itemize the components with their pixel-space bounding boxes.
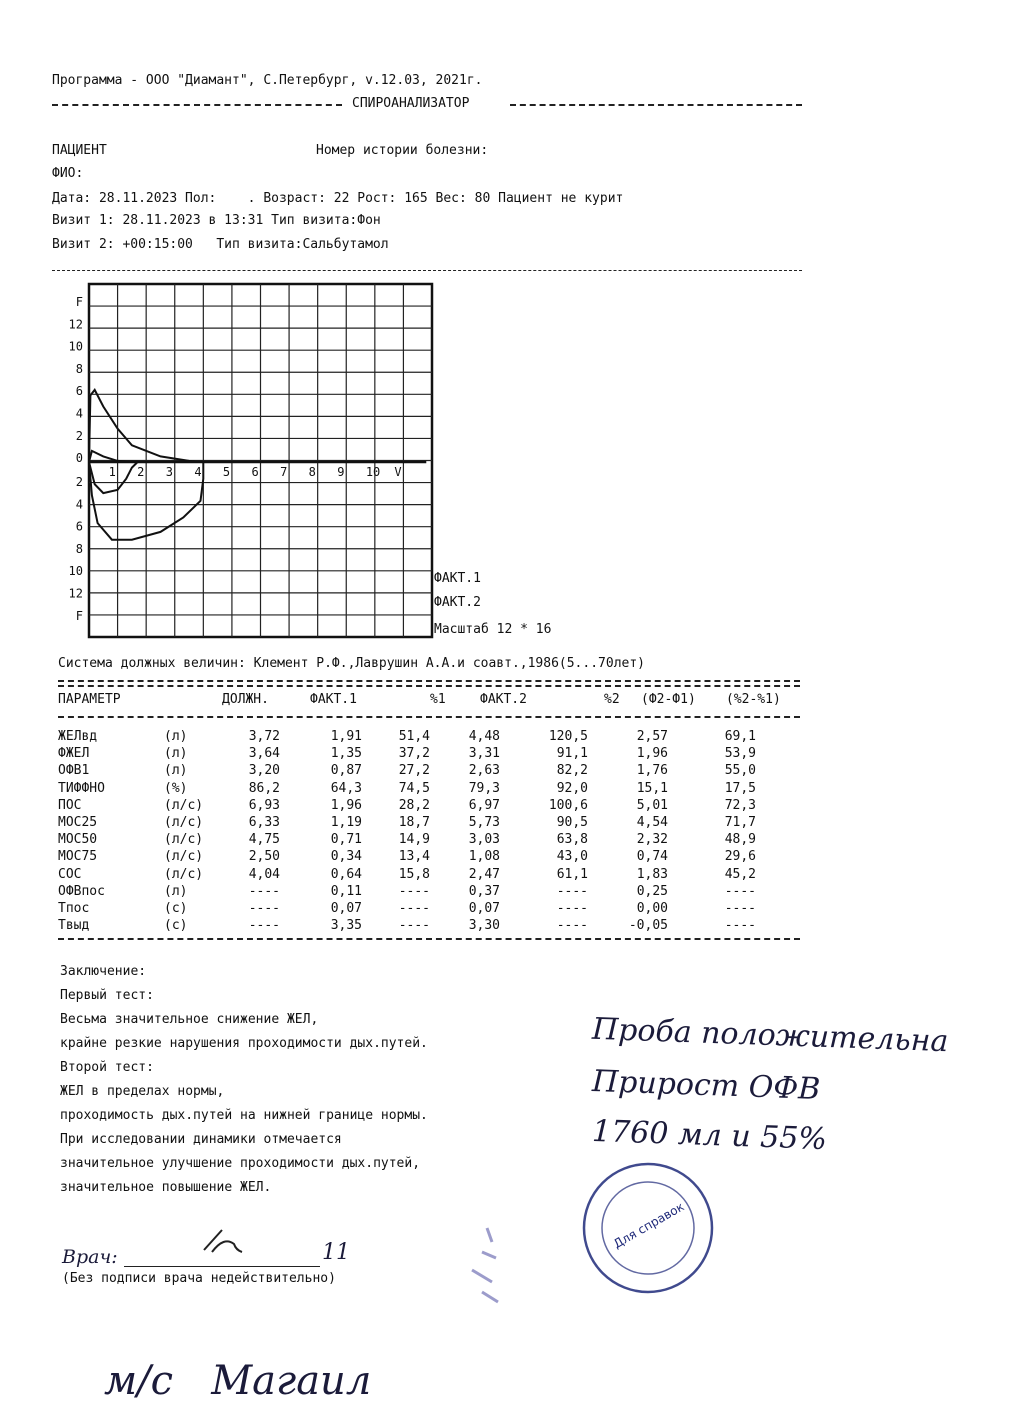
x-tick-label: 1 <box>108 465 116 479</box>
table-cell: 1,76 <box>636 763 668 779</box>
x-tick-label: 9 <box>337 465 345 479</box>
table-cell: 74,5 <box>398 780 430 796</box>
table-row <box>58 745 756 762</box>
patient-info-line: Дата: 28.11.2023 Пол: . Возраст: 22 Рост: 165 Вес: 80 Пациент не курит <box>52 191 624 206</box>
table-cell: ТИФФНО <box>58 780 105 796</box>
table-cell: 86,2 <box>248 780 280 796</box>
table-cell: 15,1 <box>636 780 668 796</box>
x-tick-label: 6 <box>251 465 259 479</box>
y-tick-label: 10 <box>68 564 83 579</box>
table-cell: 29,6 <box>724 849 756 865</box>
table-cell: 1,91 <box>330 729 362 745</box>
y-tick-label: 6 <box>75 384 83 399</box>
table-cell: (л/с) <box>164 849 204 865</box>
table-cell: 0,64 <box>330 866 362 882</box>
table-cell: 14,9 <box>398 832 430 848</box>
table-cell: 3,03 <box>468 832 500 848</box>
table-cell: МОС50 <box>58 832 98 848</box>
table-cell: 4,48 <box>468 729 500 745</box>
conclusion <box>60 960 428 1200</box>
table-cell: 0,87 <box>330 763 362 779</box>
conclusion-line: Первый тест: <box>60 988 154 1003</box>
table-row <box>58 917 756 934</box>
table-cell: 1,96 <box>636 746 668 762</box>
signature-note: (Без подписи врача недействительно) <box>62 1271 336 1286</box>
divider <box>58 680 800 682</box>
table-cell: 1,83 <box>636 866 668 882</box>
table-cell: 120,5 <box>548 729 588 745</box>
history-number: Номер истории болезни: <box>316 143 489 158</box>
flow-volume-chart <box>50 280 450 640</box>
table-cell: 0,00 <box>636 900 668 916</box>
table-cell: 1,96 <box>330 797 362 813</box>
table-cell: 2,32 <box>636 832 668 848</box>
table-cell: 91,1 <box>556 746 588 762</box>
table-cell: Tвыд <box>58 918 90 934</box>
table-cell: 6,97 <box>468 797 500 813</box>
x-tick-label: 8 <box>308 465 316 479</box>
table-cell: ПОС <box>58 797 82 813</box>
table-cell: ---- <box>556 918 588 934</box>
col-header-fact2: ФАКТ.2 <box>480 692 527 707</box>
table-cell: -0,05 <box>628 918 668 934</box>
y-tick-label: 12 <box>68 586 83 601</box>
doctor-signature <box>194 1222 264 1262</box>
table-cell: 6,33 <box>248 815 280 831</box>
table-cell: 71,7 <box>724 815 756 831</box>
handwritten-note-line: Проба положительна <box>591 1011 949 1060</box>
table-cell: ---- <box>248 883 280 899</box>
y-tick-label: 4 <box>75 406 83 421</box>
table-cell: 5,73 <box>468 815 500 831</box>
table-cell: ---- <box>556 900 588 916</box>
y-tick-label: F <box>75 608 83 623</box>
y-tick-label: 12 <box>68 317 83 332</box>
table-cell: 63,8 <box>556 832 588 848</box>
x-tick-label: 7 <box>280 465 288 479</box>
table-cell: (л) <box>164 729 188 745</box>
table-cell: ---- <box>556 883 588 899</box>
col-header-pct2: %2 <box>604 692 620 707</box>
table-cell: 28,2 <box>398 797 430 813</box>
table-cell: 5,01 <box>636 797 668 813</box>
table-cell: ОФВ1 <box>58 763 90 779</box>
table-cell: ---- <box>248 918 280 934</box>
table-cell: 3,72 <box>248 729 280 745</box>
table-cell: 3,35 <box>330 918 362 934</box>
table-cell: 2,57 <box>636 729 668 745</box>
y-tick-label: 4 <box>75 497 83 512</box>
table-cell: 1,35 <box>330 746 362 762</box>
table-row <box>58 728 756 745</box>
visit-1: Визит 1: 28.11.2023 в 13:31 Тип визита:Фон <box>52 213 381 228</box>
table-row <box>58 797 756 814</box>
patient-label: ПАЦИЕНТ <box>52 143 107 158</box>
table-cell: СОС <box>58 866 82 882</box>
col-header-diff-f: (Ф2-Ф1) <box>641 692 696 707</box>
x-tick-label: 5 <box>222 465 231 479</box>
table-cell: Tпос <box>58 900 90 916</box>
table-cell: МОС25 <box>58 815 98 831</box>
signature-mark: 11 <box>322 1240 350 1265</box>
table-cell: (с) <box>164 900 188 916</box>
x-tick-label: 3 <box>165 465 173 479</box>
table-cell: ---- <box>398 918 430 934</box>
conclusion-line: При исследовании динамики отмечается <box>60 1132 342 1147</box>
x-tick-label: V <box>394 465 402 479</box>
legend-fact1: ФАКТ.1 <box>434 571 481 586</box>
table-cell: 43,0 <box>556 849 588 865</box>
col-header-norm: ДОЛЖН. <box>222 692 269 707</box>
table-cell: 3,31 <box>468 746 500 762</box>
x-tick-label: 2 <box>137 465 145 479</box>
conclusion-line: Заключение: <box>60 964 147 979</box>
y-tick-label: 8 <box>75 541 83 556</box>
table-cell: 1,19 <box>330 815 362 831</box>
doctor-label: Врач: <box>62 1246 118 1268</box>
table-cell: (л) <box>164 746 188 762</box>
table-cell: 27,2 <box>398 763 430 779</box>
table-cell: 69,1 <box>724 729 756 745</box>
device-title: СПИРОАНАЛИЗАТОР <box>352 96 470 111</box>
round-stamp <box>578 1158 718 1298</box>
table-cell: 3,64 <box>248 746 280 762</box>
table-cell: ФЖЕЛ <box>58 746 90 762</box>
conclusion-line: крайне резкие нарушения проходимости дых.путей. <box>60 1036 428 1051</box>
conclusion-line: значительное повышение ЖЕЛ. <box>60 1180 272 1195</box>
divider <box>58 938 800 940</box>
table-cell: 4,54 <box>636 815 668 831</box>
table-cell: 37,2 <box>398 746 430 762</box>
table-cell: 53,9 <box>724 746 756 762</box>
y-tick-label: 6 <box>75 519 83 534</box>
table-cell: ---- <box>398 900 430 916</box>
table-cell: 0,74 <box>636 849 668 865</box>
conclusion-line: проходимость дых.путей на нижней границе нормы. <box>60 1108 428 1123</box>
parameters-table <box>58 728 756 934</box>
table-cell: ---- <box>724 883 756 899</box>
table-cell: 2,47 <box>468 866 500 882</box>
table-cell: ---- <box>248 900 280 916</box>
table-cell: (%) <box>164 780 188 796</box>
table-row <box>58 780 756 797</box>
table-cell: 3,30 <box>468 918 500 934</box>
conclusion-line: Второй тест: <box>60 1060 154 1075</box>
divider <box>58 716 800 718</box>
program-header: Программа - ООО "Диамант", С.Петербург, v.12.03, 2021г. <box>52 73 483 88</box>
signature-line <box>124 1266 320 1267</box>
table-cell: ЖЕЛвд <box>58 729 98 745</box>
conclusion-line: Весьма значительное снижение ЖЕЛ, <box>60 1012 319 1027</box>
table-cell: ---- <box>398 883 430 899</box>
y-tick-label: 2 <box>75 428 83 443</box>
table-cell: ---- <box>724 900 756 916</box>
table-cell: 0,11 <box>330 883 362 899</box>
y-tick-label: 10 <box>68 339 83 354</box>
conclusion-line: значительное улучшение проходимости дых.путей, <box>60 1156 421 1171</box>
divider <box>58 685 800 687</box>
table-cell: 0,71 <box>330 832 362 848</box>
table-cell: (л/с) <box>164 866 204 882</box>
table-cell: 51,4 <box>398 729 430 745</box>
table-cell: 0,37 <box>468 883 500 899</box>
table-cell: 2,63 <box>468 763 500 779</box>
table-row <box>58 831 756 848</box>
table-cell: 90,5 <box>556 815 588 831</box>
col-header-pct1: %1 <box>430 692 446 707</box>
table-cell: 72,3 <box>724 797 756 813</box>
table-cell: 82,2 <box>556 763 588 779</box>
x-tick-label: 10 <box>365 465 381 479</box>
legend-fact2: ФАКТ.2 <box>434 595 481 610</box>
handwritten-bottom: м/с Магаил <box>104 1358 372 1404</box>
chart-scale: Масштаб 12 * 16 <box>434 622 552 637</box>
table-cell: 1,08 <box>468 849 500 865</box>
table-cell: (л) <box>164 763 188 779</box>
col-header-diff-pct: (%2-%1) <box>726 692 781 707</box>
col-header-fact1: ФАКТ.1 <box>310 692 357 707</box>
x-tick-label: 4 <box>194 465 202 479</box>
y-tick-label: 0 <box>75 451 83 466</box>
table-cell: 0,34 <box>330 849 362 865</box>
table-cell: 4,04 <box>248 866 280 882</box>
handwritten-note-line: 1760 мл и 55% <box>591 1113 828 1158</box>
visit-2: Визит 2: +00:15:00 Тип визита:Сальбутамол <box>52 237 389 252</box>
y-tick-label: 2 <box>75 475 83 489</box>
table-cell: 0,07 <box>330 900 362 916</box>
y-tick-label: 8 <box>75 361 83 376</box>
table-cell: 79,3 <box>468 780 500 796</box>
table-cell: (л/с) <box>164 797 204 813</box>
table-row <box>58 900 756 917</box>
fio-label: ФИО: <box>52 166 84 181</box>
table-cell: 92,0 <box>556 780 588 796</box>
divider <box>510 104 802 106</box>
table-cell: 61,1 <box>556 866 588 882</box>
table-cell: 2,50 <box>248 849 280 865</box>
table-cell: 15,8 <box>398 866 430 882</box>
table-row <box>58 814 756 831</box>
stamp-text: Для справок <box>610 1199 687 1252</box>
table-cell: 6,93 <box>248 797 280 813</box>
table-cell: 13,4 <box>398 849 430 865</box>
table-cell: 4,75 <box>248 832 280 848</box>
table-cell: 3,20 <box>248 763 280 779</box>
col-header-param: ПАРАМЕТР <box>58 692 121 707</box>
table-row <box>58 762 756 779</box>
table-cell: 0,07 <box>468 900 500 916</box>
table-cell: (л) <box>164 883 188 899</box>
table-row <box>58 848 756 865</box>
table-cell: 100,6 <box>548 797 588 813</box>
table-cell: ОФВпос <box>58 883 105 899</box>
table-cell: (л/с) <box>164 815 204 831</box>
table-cell: 64,3 <box>330 780 362 796</box>
handwritten-note-line: Прирост ОФВ <box>591 1064 821 1107</box>
table-cell: 55,0 <box>724 763 756 779</box>
norms-system: Система должных величин: Клемент Р.Ф.,Лаврушин А.А.и соавт.,1986(5...70лет) <box>58 656 645 671</box>
conclusion-line: ЖЕЛ в пределах нормы, <box>60 1084 225 1099</box>
divider <box>52 270 802 271</box>
divider <box>52 104 342 106</box>
table-row <box>58 883 756 900</box>
table-cell: (с) <box>164 918 188 934</box>
table-cell: (л/с) <box>164 832 204 848</box>
y-tick-label: F <box>75 295 83 309</box>
table-cell: 17,5 <box>724 780 756 796</box>
table-cell: 18,7 <box>398 815 430 831</box>
table-cell: ---- <box>724 918 756 934</box>
table-cell: МОС75 <box>58 849 98 865</box>
table-cell: 0,25 <box>636 883 668 899</box>
small-stamp-mark <box>452 1222 522 1312</box>
table-cell: 45,2 <box>724 866 756 882</box>
table-row <box>58 866 756 883</box>
table-cell: 48,9 <box>724 832 756 848</box>
